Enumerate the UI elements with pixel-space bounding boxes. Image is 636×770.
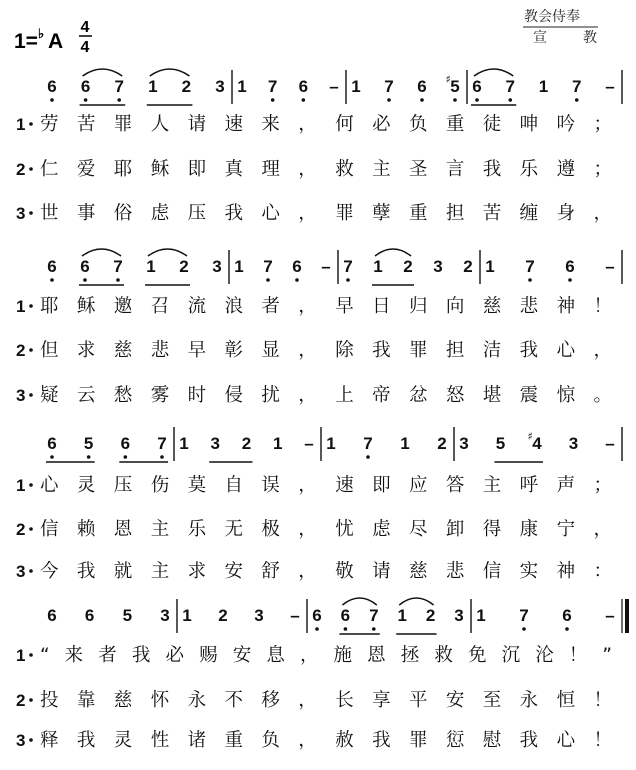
octave-dot	[522, 627, 526, 631]
note: 6	[340, 606, 351, 625]
lyric-text: 劳苦罪人请速来，何必负重徒呻吟；	[40, 114, 612, 135]
note: 6	[47, 77, 57, 96]
note: 1	[146, 257, 156, 276]
note: 6	[417, 77, 427, 96]
verse-number: 1	[16, 476, 26, 495]
note: 2	[241, 434, 252, 453]
key-signature	[14, 26, 63, 53]
note: 6	[292, 257, 302, 276]
verse-dot	[29, 527, 33, 531]
octave-dot	[372, 627, 376, 631]
note: 1	[182, 606, 192, 625]
note: 6	[47, 434, 57, 453]
verse-dot	[29, 698, 33, 702]
verse-number: 2	[16, 341, 26, 360]
octave-dot	[344, 627, 348, 631]
dash-mark: –	[304, 434, 314, 453]
octave-dot	[124, 455, 128, 459]
note: 2	[218, 606, 228, 625]
note: 1	[179, 434, 189, 453]
note: 1	[476, 606, 486, 625]
verse-dot	[29, 348, 33, 352]
note: 1	[234, 257, 244, 276]
note: 1	[397, 606, 407, 625]
verse-line	[16, 518, 612, 540]
note: 1	[373, 257, 383, 276]
octave-dot	[315, 627, 319, 631]
octave-dot	[528, 278, 532, 282]
verse-number: 2	[16, 520, 26, 539]
note: 7	[525, 257, 535, 276]
verse-dot	[29, 653, 33, 657]
lyric-text: 仁爱耶稣即真理，救主圣言我乐遵；	[40, 159, 612, 180]
note: 3	[433, 257, 443, 276]
note: 7	[384, 77, 394, 96]
note: 1	[485, 257, 495, 276]
verse-dot	[29, 483, 33, 487]
note: 1	[538, 77, 549, 96]
lyric-text: 但求慈悲早彰显，除我罪担洁我心，	[40, 340, 612, 361]
dash-mark: –	[605, 434, 615, 453]
octave-dot	[366, 455, 370, 459]
note: 1	[400, 434, 410, 453]
note: 6	[298, 77, 309, 96]
system-1	[16, 69, 622, 224]
octave-dot	[266, 278, 270, 282]
note: 5	[495, 434, 506, 453]
dash-mark: –	[290, 606, 300, 625]
octave-dot	[50, 455, 54, 459]
note: 2	[181, 77, 192, 96]
octave-dot	[271, 98, 275, 102]
octave-dot	[475, 98, 479, 102]
verse-number: 3	[16, 562, 26, 581]
note: 4	[532, 434, 542, 453]
note: 5	[83, 434, 94, 453]
octave-dot	[453, 98, 457, 102]
lyric-text: “来者我必赐安息，施恩拯救免沉沦！”	[40, 645, 613, 666]
slur	[342, 598, 376, 605]
credit-right: 教	[583, 30, 597, 46]
time-signature	[79, 19, 92, 56]
credit-top: 教会侍奉	[524, 9, 580, 25]
note: 7	[505, 77, 515, 96]
dash-mark: –	[605, 77, 615, 96]
note: 6	[562, 606, 572, 625]
verse-line	[16, 296, 612, 317]
verse-line	[16, 729, 612, 751]
note: 3	[254, 606, 264, 625]
note: 7	[519, 606, 529, 625]
octave-dot	[116, 278, 120, 282]
verse-number: 3	[16, 204, 26, 223]
slur	[148, 249, 187, 256]
verse-number: 2	[16, 691, 26, 710]
note: 2	[179, 257, 189, 276]
note: 3	[454, 606, 464, 625]
octave-dot	[346, 278, 350, 282]
octave-dot	[508, 98, 512, 102]
note: 2	[403, 257, 413, 276]
note: 6	[47, 257, 57, 276]
note: 3	[215, 77, 225, 96]
note: 7	[263, 257, 273, 276]
lyric-text: 信赖恩主乐无极，忧虑尽卸得康宁，	[40, 519, 612, 540]
lyric-text: 世事俗虑压我心，罪孽重担苦缠身，	[40, 203, 612, 224]
verse-line	[16, 114, 612, 135]
verse-number: 2	[16, 160, 26, 179]
slur	[150, 69, 190, 76]
verse-number: 3	[16, 731, 26, 750]
slur	[82, 249, 121, 256]
dash-mark: –	[329, 77, 339, 96]
note: 6	[565, 257, 575, 276]
system-4	[16, 598, 627, 751]
note: 6	[120, 434, 131, 453]
note: 6	[47, 606, 57, 625]
verse-number: 3	[16, 386, 26, 405]
system-3	[16, 427, 622, 582]
credit	[523, 8, 598, 46]
verse-dot	[29, 211, 33, 215]
lyric-text: 疑云愁雾时侵扰，上帝忿怒堪震惊。	[40, 385, 612, 406]
note: 3	[568, 434, 579, 453]
note: 7	[157, 434, 167, 453]
verse-dot	[29, 167, 33, 171]
systems	[16, 69, 627, 751]
note: 1	[237, 77, 247, 96]
verse-line	[16, 340, 612, 361]
note: 7	[267, 77, 278, 96]
note: 1	[326, 434, 336, 453]
verse-line	[16, 203, 612, 224]
verse-number: 1	[16, 115, 26, 134]
verse-dot	[29, 393, 33, 397]
octave-dot	[83, 278, 87, 282]
dash-mark: –	[605, 606, 615, 625]
verse-dot	[29, 569, 33, 573]
slur	[399, 598, 433, 605]
note: 7	[369, 606, 379, 625]
note: 6	[312, 606, 322, 625]
note: 1	[273, 434, 283, 453]
slur	[83, 69, 123, 76]
note: 2	[437, 434, 447, 453]
slur	[375, 249, 411, 256]
octave-dot	[295, 278, 299, 282]
note: 7	[113, 257, 123, 276]
note: 7	[572, 77, 582, 96]
dash-mark: –	[321, 257, 331, 276]
sharp-sign: ♯	[445, 73, 451, 86]
note: 2	[425, 606, 436, 625]
lyric-text: 心灵压伤莫自误，速即应答主呼声；	[40, 475, 612, 496]
verse-dot	[29, 738, 33, 742]
octave-dot	[50, 98, 54, 102]
octave-dot	[568, 278, 572, 282]
octave-dot	[84, 98, 88, 102]
lyric-text: 释我灵性诸重负，赦我罪愆慰我心！	[40, 730, 612, 751]
octave-dot	[50, 278, 54, 282]
note: 5	[122, 606, 133, 625]
credit-left: 宣	[533, 30, 547, 46]
verse-number: 1	[16, 646, 26, 665]
key-flat: ♭	[38, 26, 45, 41]
verse-dot	[29, 304, 33, 308]
verse-number: 1	[16, 297, 26, 316]
key-note: A	[48, 30, 64, 53]
time-denominator: 4	[80, 39, 90, 56]
octave-dot	[420, 98, 424, 102]
octave-dot	[575, 98, 579, 102]
lyric-text: 耶稣邀召流浪者，早日归向慈悲神！	[40, 296, 612, 317]
note: 6	[472, 77, 482, 96]
slur	[474, 69, 513, 76]
note: 5	[450, 77, 460, 96]
note: 6	[80, 257, 90, 276]
lyric-text: 投靠慈怀永不移，长享平安至永恒！	[40, 690, 612, 711]
note: 3	[160, 606, 170, 625]
dash-mark: –	[605, 257, 615, 276]
verse-line	[16, 561, 612, 582]
verse-line	[16, 159, 612, 180]
note: 1	[351, 77, 361, 96]
verse-line	[16, 475, 612, 496]
verse-line	[16, 645, 612, 666]
sharp-sign: ♯	[527, 430, 533, 443]
octave-dot	[387, 98, 391, 102]
note: 3	[459, 434, 469, 453]
verse-line	[16, 384, 612, 406]
verse-line	[16, 689, 612, 711]
system-2	[16, 249, 622, 406]
note: 3	[212, 257, 222, 276]
lyric-text: 今我就主求安舒，敬请慈悲信实神：	[40, 561, 612, 582]
verse-dot	[29, 122, 33, 126]
note: 3	[210, 434, 220, 453]
octave-dot	[87, 455, 91, 459]
note: 1	[148, 77, 158, 96]
note: 6	[80, 77, 91, 96]
octave-dot	[160, 455, 164, 459]
note: 7	[114, 77, 124, 96]
note: 6	[84, 606, 95, 625]
octave-dot	[565, 627, 569, 631]
note: 7	[343, 257, 353, 276]
octave-dot	[117, 98, 121, 102]
time-numerator: 4	[80, 19, 90, 36]
note: 2	[463, 257, 473, 276]
key-prefix: 1=	[14, 30, 38, 53]
note: 7	[363, 434, 373, 453]
octave-dot	[302, 98, 306, 102]
